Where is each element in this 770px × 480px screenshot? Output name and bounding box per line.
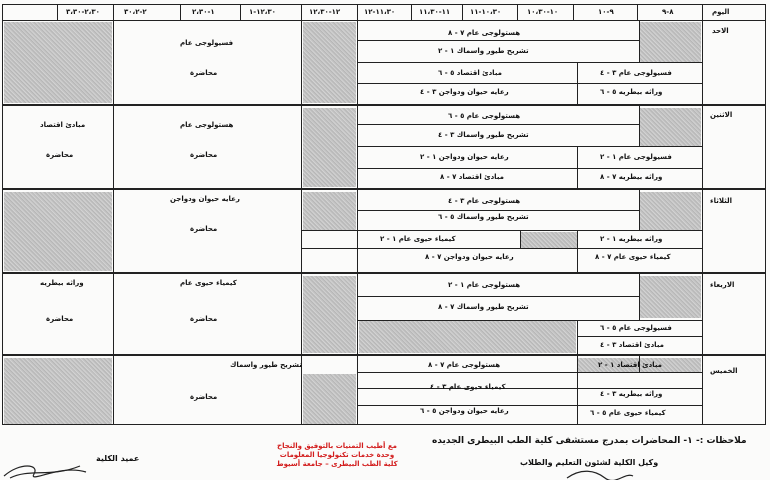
lecture-title: هستولوجى عام	[180, 121, 234, 129]
lab-session: هستولوجى عام ٧ - ٨	[448, 29, 521, 37]
notes-label: ملاحظات :-	[696, 436, 747, 446]
lab-session: تشريح طيور واسماك ٧ - ٨	[438, 303, 529, 311]
time-slot: ١١-١١،٣٠	[419, 8, 451, 16]
day-label: الاثنين	[710, 111, 733, 119]
time-slot: ٩-١٠	[598, 8, 614, 16]
lab-session: كيمياء حيوى عام ٧ - ٨	[595, 253, 671, 261]
lecture-title: وراثه بيطريه	[40, 279, 84, 287]
lab-session: مبادئ اقتصاد ٥ - ٦	[438, 69, 503, 77]
lecture-label: محاضرة	[190, 393, 218, 401]
lab-session: هستولوجى عام ٧ - ٨	[428, 361, 501, 369]
shaded-cell	[639, 192, 701, 230]
note-1: ١- المحاضرات بمدرج مستشفى كلية الطب البيطرى الجديده	[432, 436, 693, 446]
lab-session: فسيولوجى عام ١ - ٢	[600, 153, 672, 161]
shaded-cell	[639, 108, 701, 146]
lab-session: كيمياء حيوى عام ١ - ٢	[380, 235, 456, 243]
shaded-cell	[639, 276, 701, 318]
lab-session: كيمياء حيوى عام ٣ - ٤	[430, 383, 506, 391]
lab-session: رعايه حيوان ودواجن ٧ - ٨	[425, 253, 514, 261]
lab-session: كيمياء حيوى عام ٥ - ٦	[590, 409, 666, 417]
lecture-title: كيمياء حيوى عام	[180, 279, 237, 287]
lab-session: وراثه بيطريه ١ - ٢	[600, 235, 663, 243]
lab-session: مبادئ اقتصاد ٣ - ٤	[600, 341, 665, 349]
shaded-cell	[303, 192, 356, 230]
header-day-label: اليوم	[712, 8, 730, 16]
lab-session: رعايه حيوان ودواجن ٣ - ٤	[420, 88, 509, 96]
lecture-title: تشريح طيور واسماك	[230, 361, 302, 369]
time-slot: ١٠،٣٠-١١	[470, 8, 502, 16]
lab-session: رعايه حيوان ودواجن ٥ - ٦	[420, 407, 509, 415]
time-slot: ٨-٩	[662, 8, 674, 16]
lecture-title: فسيولوجى عام	[180, 39, 234, 47]
lab-session: هستولوجى عام ١ - ٢	[448, 281, 521, 289]
time-slot: ١٠-١٠،٣٠	[527, 8, 559, 16]
lecture-label: محاضرة	[46, 315, 74, 323]
time-slot: ٢،٣٠-٣،٣٠	[66, 8, 100, 16]
shaded-cell	[4, 358, 112, 424]
lab-session: وراثه بيطريه ٧ - ٨	[600, 173, 663, 181]
lecture-label: محاضرة	[190, 69, 218, 77]
lab-session: تشريح طيور واسماك ٥ - ٦	[438, 213, 529, 221]
lecture-label: محاضرة	[190, 315, 218, 323]
vice-dean-title: وكيل الكلية لشئون التعليم والطلاب	[520, 458, 659, 467]
day-label: الاحد	[712, 27, 729, 35]
lab-session: هستولوجى عام ٥ - ٦	[448, 112, 521, 120]
time-slot: ٢-٣٠،٢	[124, 8, 147, 16]
time-slot: ١-٢،٣٠	[192, 8, 215, 16]
lab-session: وراثه بيطريه ٣ - ٤	[600, 390, 663, 398]
shaded-cell	[359, 320, 576, 353]
signature-vice-dean	[565, 466, 635, 480]
time-slot: ١٢،٣٠-١	[249, 8, 276, 16]
lecture-label: محاضرة	[46, 151, 74, 159]
lab-session: وراثه بيطريه ٥ - ٦	[600, 88, 663, 96]
lab-session: رعايه حيوان ودواجن ١ - ٢	[420, 153, 509, 161]
lecture-title: رعايه حيوان ودواجن	[170, 195, 240, 203]
lecture-label: محاضرة	[190, 151, 218, 159]
lab-session: فسيولوجى عام ٣ - ٤	[600, 69, 672, 77]
shaded-cell	[303, 276, 356, 353]
lecture-title: مبادئ اقتصاد	[40, 121, 86, 129]
signature-dean	[0, 458, 90, 480]
lecture-label: محاضرة	[190, 225, 218, 233]
shaded-cell	[4, 22, 112, 103]
lab-session: مبادئ اقتصاد ١ - ٢	[598, 361, 663, 369]
lab-session: تشريح طيور واسماك ١ - ٢	[438, 47, 529, 55]
shaded-cell	[303, 22, 356, 103]
day-label: الاربعاء	[710, 281, 735, 289]
dean-title: عميد الكلية	[96, 454, 140, 463]
shaded-cell	[4, 192, 112, 271]
lab-session: مبادئ اقتصاد ٧ - ٨	[440, 173, 505, 181]
time-slot: ١١،٣٠-١٢	[364, 8, 396, 16]
time-slot: ١٢-١٢،٣٠	[309, 8, 341, 16]
day-label: الثلاثاء	[710, 197, 733, 205]
shaded-cell	[520, 232, 577, 248]
wishes-line-3: كلية الطب البيطرى – جامعة أسيوط	[276, 459, 398, 468]
shaded-cell	[303, 374, 356, 424]
day-label: الخميس	[710, 367, 738, 375]
shaded-cell	[303, 108, 356, 187]
wishes-block	[262, 442, 412, 468]
wishes-line-1: مع أطيب التمنيات بالتوفيق والنجاح	[277, 442, 397, 450]
wishes-line-2: وحدة خدمات تكنولوجيا المعلومات	[279, 450, 395, 459]
lab-session: تشريح طيور واسماك ٣ - ٤	[438, 131, 529, 139]
lab-session: فسيولوجى عام ٥ - ٦	[600, 324, 672, 332]
shaded-cell	[639, 22, 701, 62]
lab-session: هستولوجى عام ٣ - ٤	[448, 197, 521, 205]
